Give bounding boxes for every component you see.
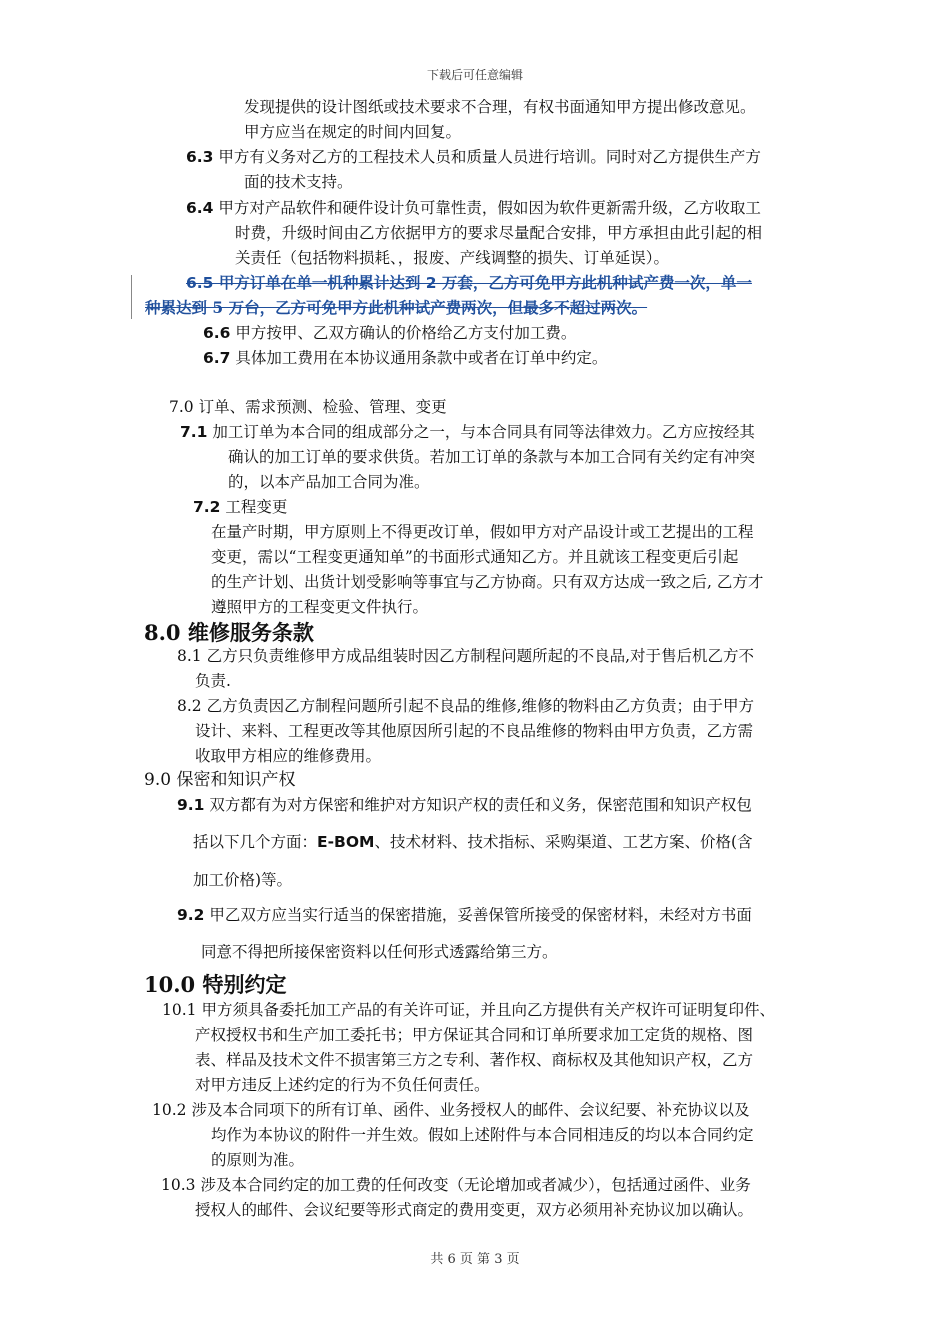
- paragraph-line: 加工价格)等。: [193, 871, 293, 889]
- clause-10-2: 10.2 涉及本合同项下的所有订单、函件、业务授权人的邮件、会议纪要、补充协议以及: [152, 1101, 750, 1119]
- clause-number: 9.2: [177, 906, 205, 924]
- clause-text: 加工订单为本合同的组成部分之一，与本合同具有同等法律效力。乙方应按经其: [207, 423, 755, 441]
- paragraph-line: 甲方应当在规定的时间内回复。: [244, 123, 462, 141]
- clause-6-5-deleted: 6.5 甲方订单在单一机种累计达到 2 万套，乙方可免甲方此机种试产费一次，单一: [186, 274, 752, 292]
- section-7-heading: 7.0 订单、需求预测、检验、管理、变更: [169, 398, 447, 416]
- page-header: 下载后可任意编辑: [426, 68, 523, 82]
- clause-9-1: [177, 795, 752, 815]
- paragraph-line: 均作为本协议的附件一并生效。假如上述附件与本合同相违反的均以本合同约定: [211, 1126, 754, 1144]
- clause-6-3: [186, 147, 761, 167]
- page-footer: 共 6 页 第 3 页: [430, 1252, 520, 1267]
- clause-8-2: 8.2 乙方负责因乙方制程问题所引起不良品的维修,维修的物料由乙方负责；由于甲方: [177, 697, 755, 715]
- clause-10-1: 10.1 甲方须具备委托加工产品的有关许可证，并且向乙方提供有关产权许可证明复印件、: [162, 1001, 775, 1019]
- paragraph-line: 关责任（包括物料损耗、，报废、产线调整的损失、订单延误）。: [235, 249, 670, 267]
- paragraph-line: 收取甲方相应的维修费用。: [195, 747, 382, 765]
- text-run: 括以下几个方面：: [193, 833, 318, 851]
- clause-6-6: [203, 323, 576, 343]
- clause-text: 双方都有为对方保密和维护对方知识产权的责任和义务，保密范围和知识产权包: [204, 796, 752, 814]
- paragraph-line: 时费，升级时间由乙方依据甲方的要求尽量配合安排，甲方承担由此引起的相: [235, 224, 763, 242]
- paragraph-line: 的生产计划、出货计划受影响等事宜与乙方协商。只有双方达成一致之后, 乙方才: [211, 573, 764, 591]
- clause-number: 6.3: [186, 148, 214, 166]
- paragraph-line: 发现提供的设计图纸或技术要求不合理，有权书面通知甲方提出修改意见。: [244, 98, 756, 116]
- paragraph-line: 设计、来料、工程更改等其他原因所引起的不良品维修的物料由甲方负责，乙方需: [195, 722, 754, 740]
- revision-change-bar: [131, 275, 132, 319]
- paragraph-line: 的原则为准。: [211, 1151, 305, 1169]
- clause-text: 甲方按甲、乙双方确认的价格给乙方支付加工费。: [230, 324, 577, 342]
- clause-number: 6.6: [203, 324, 231, 342]
- paragraph-line: 遵照甲方的工程变更文件执行。: [211, 598, 429, 616]
- clause-number: 6.7: [203, 349, 231, 367]
- paragraph-line: 面的技术支持。: [244, 173, 353, 191]
- clause-6-5-deleted-cont: 种累达到 5 万台，乙方可免甲方此机种试产费两次，但最多不超过两次。: [145, 298, 648, 317]
- section-10-heading: 10.0 特别约定: [144, 972, 287, 997]
- paragraph-line: 确认的加工订单的要求供货。若加工订单的条款与本加工合同有关约定有冲突: [228, 448, 756, 466]
- paragraph-line: 变更，需以“工程变更通知单”的书面形式通知乙方。并且就该工程变更后引起: [211, 548, 739, 566]
- clause-9-2: [177, 905, 752, 925]
- clause-6-4: [186, 198, 761, 218]
- clause-text: 具体加工费用在本协议通用条款中或者在订单中约定。: [230, 349, 608, 367]
- clause-text: 甲方有义务对乙方的工程技术人员和质量人员进行培训。同时对乙方提供生产方: [213, 148, 761, 166]
- paragraph-line: 表、样品及技术文件不损害第三方之专利、著作权、商标权及其他知识产权，乙方: [195, 1051, 754, 1069]
- clause-text: 甲乙双方应当实行适当的保密措施，妥善保管所接受的保密材料，未经对方书面: [204, 906, 752, 924]
- section-8-heading: 8.0 维修服务条款: [144, 620, 314, 645]
- clause-text: 工程变更: [220, 498, 288, 516]
- clause-10-3: 10.3 涉及本合同约定的加工费的任何改变（无论增加或者减少），包括通过函件、业务: [161, 1176, 751, 1194]
- paragraph-line: 对甲方违反上述约定的行为不负任何责任。: [195, 1076, 490, 1094]
- clause-7-1: [180, 422, 755, 442]
- clause-number: 9.1: [177, 796, 205, 814]
- paragraph-line: 同意不得把所接保密资料以任何形式透露给第三方。: [201, 943, 558, 961]
- clause-number: 7.2: [193, 498, 221, 516]
- paragraph-line: [193, 832, 753, 852]
- clause-6-7: [203, 348, 607, 368]
- paragraph-line: 在量产时期，甲方原则上不得更改订单，假如甲方对产品设计或工艺提出的工程: [211, 523, 754, 541]
- section-9-heading: 9.0 保密和知识产权: [144, 770, 296, 790]
- clause-8-1: 8.1 乙方只负责维修甲方成品组装时因乙方制程问题所起的不良品,对于售后机乙方不: [177, 647, 755, 665]
- text-run-bold: E-BOM: [317, 833, 375, 851]
- clause-number: 7.1: [180, 423, 208, 441]
- paragraph-line: 的，以本产品加工合同为准。: [228, 473, 430, 491]
- paragraph-line: 授权人的邮件、会议纪要等形式商定的费用变更，双方必须用补充协议加以确认。: [195, 1201, 754, 1219]
- clause-text: 甲方对产品软件和硬件设计负可靠性责，假如因为软件更新需升级，乙方收取工: [213, 199, 761, 217]
- clause-7-2: [193, 497, 287, 517]
- paragraph-line: 负责.: [195, 672, 231, 690]
- text-run: 、技术材料、技术指标、采购渠道、工艺方案、价格(含: [374, 833, 753, 851]
- clause-number: 6.4: [186, 199, 214, 217]
- paragraph-line: 产权授权书和生产加工委托书；甲方保证其合同和订单所要求加工定货的规格、图: [195, 1026, 754, 1044]
